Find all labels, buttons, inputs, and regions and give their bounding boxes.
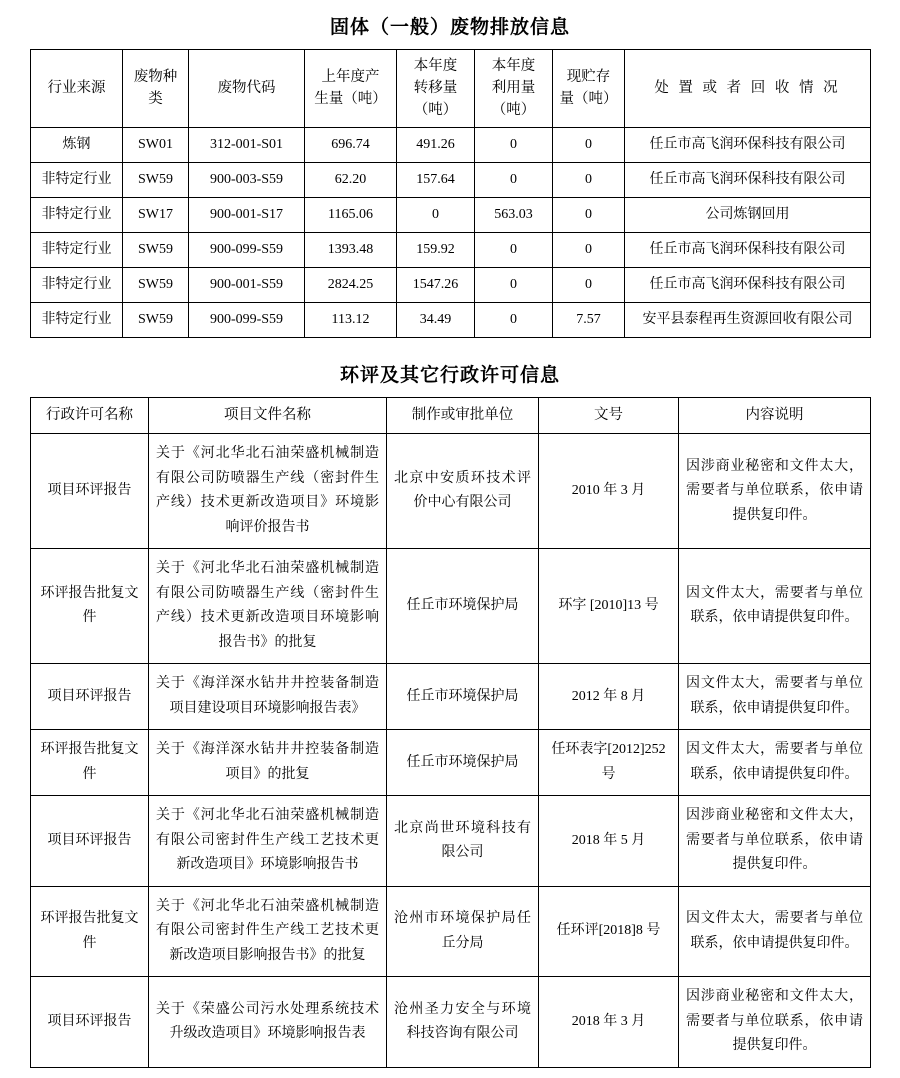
cell-disposal: 任丘市高飞润环保科技有限公司: [625, 128, 871, 163]
cell-remark: 因文件太大，需要者与单位联系，依申请提供复印件。: [679, 730, 871, 796]
cell-utilize: 0: [475, 268, 553, 303]
cell-code: 900-003-S59: [189, 163, 305, 198]
section-title-eia: 环评及其它行政许可信息: [339, 365, 560, 387]
cell-authority: 北京中安质环技术评价中心有限公司: [387, 434, 539, 549]
cell-source: 非特定行业: [31, 268, 123, 303]
table-row: [31, 886, 871, 977]
solid-waste-table: [30, 49, 871, 338]
table-row: [31, 198, 871, 233]
cell-permit-name: 环评报告批复文件: [31, 549, 149, 664]
table-row: [31, 233, 871, 268]
eia-col-file-name: 项目文件名称: [149, 398, 387, 434]
cell-file-name: 关于《河北华北石油荣盛机械制造有限公司防喷器生产线（密封件生产线）技术更新改造项目环境影响报告书》的批复: [149, 549, 387, 664]
cell-authority: 沧州圣力安全与环境科技咨询有限公司: [387, 977, 539, 1068]
cell-last-year-output: 1165.06: [305, 198, 397, 233]
cell-category: SW59: [123, 163, 189, 198]
waste-col-utilize-line2: 利用量: [491, 79, 536, 96]
cell-storage: 0: [553, 128, 625, 163]
eia-col-permit-name: 行政许可名称: [31, 398, 149, 434]
cell-utilize: 563.03: [475, 198, 553, 233]
cell-utilize: 0: [475, 128, 553, 163]
cell-last-year-output: 113.12: [305, 303, 397, 338]
cell-doc-no: 2012 年 8 月: [539, 664, 679, 730]
cell-utilize: 0: [475, 303, 553, 338]
cell-last-year-output: 62.20: [305, 163, 397, 198]
cell-last-year-output: 1393.48: [305, 233, 397, 268]
cell-permit-name: 项目环评报告: [31, 434, 149, 549]
cell-category: SW01: [123, 128, 189, 163]
table-row: [31, 128, 871, 163]
table-header-row: [31, 398, 871, 434]
cell-category: SW17: [123, 198, 189, 233]
cell-last-year-output: 2824.25: [305, 268, 397, 303]
waste-col-last-year-output-line1: 上年度产: [321, 68, 380, 85]
table-row: [31, 977, 871, 1068]
cell-disposal: 任丘市高飞润环保科技有限公司: [625, 268, 871, 303]
waste-col-category-line1: 废物种: [133, 68, 178, 85]
cell-doc-no: 环字 [2010]13 号: [539, 549, 679, 664]
table-row: [31, 163, 871, 198]
cell-remark: 因涉商业秘密和文件太大，需要者与单位联系，依申请提供复印件。: [679, 977, 871, 1068]
cell-permit-name: 环评报告批复文件: [31, 730, 149, 796]
waste-col-transfer-line3: （吨）: [413, 101, 458, 118]
cell-utilize: 0: [475, 233, 553, 268]
cell-transfer: 1547.26: [397, 268, 475, 303]
waste-col-utilize-line1: 本年度: [491, 58, 536, 74]
cell-source: 炼钢: [31, 128, 123, 163]
cell-doc-no: 任环评[2018]8 号: [539, 886, 679, 977]
cell-authority: 北京尚世环境科技有限公司: [387, 796, 539, 887]
waste-col-category-line2: 类: [148, 90, 163, 107]
cell-doc-no: 任环表字[2012]252号: [539, 730, 679, 796]
eia-table-header: [31, 398, 871, 434]
table-row: [31, 664, 871, 730]
waste-col-utilize-line3: （吨）: [491, 101, 536, 118]
eia-col-authority: 制作或审批单位: [387, 398, 539, 434]
table-row: [31, 434, 871, 549]
waste-table-body: [31, 128, 871, 338]
cell-file-name: 关于《海洋深水钻井井控装备制造项目》的批复: [149, 730, 387, 796]
table-row: [31, 730, 871, 796]
waste-col-category: [123, 50, 189, 128]
cell-file-name: 关于《海洋深水钻井井控装备制造项目建设项目环境影响报告表》: [149, 664, 387, 730]
waste-col-transfer-line2: 转移量: [413, 79, 458, 96]
cell-utilize: 0: [475, 163, 553, 198]
cell-transfer: 34.49: [397, 303, 475, 338]
cell-doc-no: 2018 年 3 月: [539, 977, 679, 1068]
waste-col-storage-line1: 现贮存: [566, 68, 611, 85]
cell-disposal: 安平县泰程再生资源回收有限公司: [625, 303, 871, 338]
table-row: [31, 796, 871, 887]
cell-code: 900-001-S17: [189, 198, 305, 233]
waste-col-storage-line2: 量（吨）: [559, 90, 618, 107]
cell-disposal: 任丘市高飞润环保科技有限公司: [625, 163, 871, 198]
cell-file-name: 关于《河北华北石油荣盛机械制造有限公司密封件生产线工艺技术更新改造项目》环境影响报告书: [149, 796, 387, 887]
page-title: 固体（一般）废物排放信息: [329, 17, 570, 38]
cell-disposal: 公司炼钢回用: [625, 198, 871, 233]
cell-permit-name: 项目环评报告: [31, 977, 149, 1068]
cell-storage: 0: [553, 198, 625, 233]
waste-col-code: 废物代码: [189, 50, 305, 128]
cell-storage: 0: [553, 163, 625, 198]
waste-table-header: [31, 50, 871, 128]
cell-doc-no: 2010 年 3 月: [539, 434, 679, 549]
waste-col-transfer-line1: 本年度: [413, 58, 458, 74]
cell-transfer: 159.92: [397, 233, 475, 268]
waste-col-transfer: [397, 50, 475, 128]
cell-code: 900-001-S59: [189, 268, 305, 303]
table-header-row: [31, 50, 871, 128]
cell-storage: 0: [553, 268, 625, 303]
eia-col-doc-no: 文号: [539, 398, 679, 434]
cell-remark: 因文件太大，需要者与单位联系，依申请提供复印件。: [679, 886, 871, 977]
waste-col-last-year-output-line2: 生量（吨）: [314, 90, 387, 107]
table-row: [31, 268, 871, 303]
cell-file-name: 关于《荣盛公司污水处理系统技术升级改造项目》环境影响报告表: [149, 977, 387, 1068]
cell-code: 900-099-S59: [189, 233, 305, 268]
cell-storage: 7.57: [553, 303, 625, 338]
eia-col-remark: 内容说明: [679, 398, 871, 434]
cell-remark: 因涉商业秘密和文件太大，需要者与单位联系，依申请提供复印件。: [679, 434, 871, 549]
cell-permit-name: 项目环评报告: [31, 664, 149, 730]
cell-authority: 任丘市环境保护局: [387, 664, 539, 730]
cell-transfer: 0: [397, 198, 475, 233]
cell-remark: 因文件太大，需要者与单位联系，依申请提供复印件。: [679, 664, 871, 730]
cell-transfer: 157.64: [397, 163, 475, 198]
cell-permit-name: 项目环评报告: [31, 796, 149, 887]
cell-permit-name: 环评报告批复文件: [31, 886, 149, 977]
table-row: [31, 303, 871, 338]
waste-col-source: 行业来源: [31, 50, 123, 128]
waste-col-last-year-output: [305, 50, 397, 128]
cell-code: 900-099-S59: [189, 303, 305, 338]
cell-authority: 任丘市环境保护局: [387, 730, 539, 796]
eia-permit-table: [30, 397, 871, 1068]
cell-doc-no: 2018 年 5 月: [539, 796, 679, 887]
cell-remark: 因文件太大，需要者与单位联系，依申请提供复印件。: [679, 549, 871, 664]
waste-col-disposal: 处 置 或 者 回 收 情 况: [625, 50, 871, 128]
cell-last-year-output: 696.74: [305, 128, 397, 163]
cell-source: 非特定行业: [31, 303, 123, 338]
waste-col-storage: [553, 50, 625, 128]
table-row: [31, 549, 871, 664]
cell-source: 非特定行业: [31, 198, 123, 233]
cell-remark: 因涉商业秘密和文件太大，需要者与单位联系，依申请提供复印件。: [679, 796, 871, 887]
cell-source: 非特定行业: [31, 163, 123, 198]
cell-category: SW59: [123, 268, 189, 303]
cell-transfer: 491.26: [397, 128, 475, 163]
cell-category: SW59: [123, 303, 189, 338]
cell-authority: 沧州市环境保护局任丘分局: [387, 886, 539, 977]
cell-code: 312-001-S01: [189, 128, 305, 163]
cell-category: SW59: [123, 233, 189, 268]
cell-file-name: 关于《河北华北石油荣盛机械制造有限公司密封件生产线工艺技术更新改造项目影响报告书》的批复: [149, 886, 387, 977]
cell-file-name: 关于《河北华北石油荣盛机械制造有限公司防喷器生产线（密封件生产线）技术更新改造项目》环境影响评价报告书: [149, 434, 387, 549]
cell-source: 非特定行业: [31, 233, 123, 268]
cell-storage: 0: [553, 233, 625, 268]
eia-table-body: [31, 434, 871, 1068]
cell-disposal: 任丘市高飞润环保科技有限公司: [625, 233, 871, 268]
waste-col-utilize: [475, 50, 553, 128]
cell-authority: 任丘市环境保护局: [387, 549, 539, 664]
